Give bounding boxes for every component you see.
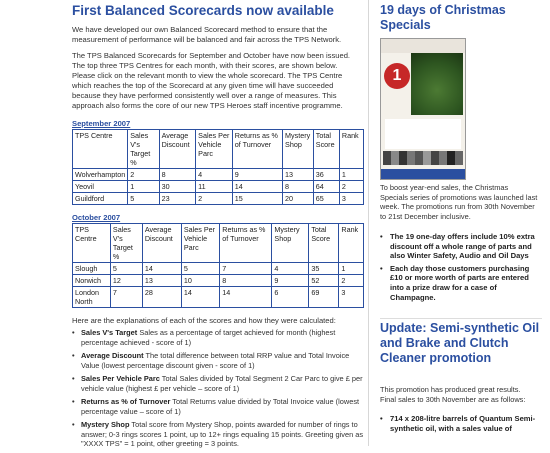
column-header: Mystery Shop [283, 130, 314, 169]
table-cell: 65 [313, 193, 339, 205]
list-item [72, 351, 364, 370]
table-cell: 2 [196, 193, 233, 205]
table-cell: Guildford [73, 193, 128, 205]
update-points [380, 414, 542, 436]
table-cell: 11 [196, 181, 233, 193]
column-header: Returns as % of Turnover [232, 130, 282, 169]
table-cell: 2 [339, 181, 363, 193]
column-header: Average Discount [159, 130, 196, 169]
term: Average Discount [81, 351, 144, 360]
column-header: Mystery Shop [272, 224, 309, 263]
column-header: TPS Centre [73, 130, 128, 169]
term: Mystery Shop [81, 420, 130, 429]
christmas-tree-image [411, 53, 463, 115]
table-cell: 7 [220, 263, 272, 275]
column-divider [368, 0, 369, 446]
table-row [73, 287, 364, 308]
table-cell: 1 [128, 181, 159, 193]
list-item [72, 397, 364, 416]
table-cell: 13 [142, 275, 181, 287]
bullet-icon: • [380, 232, 383, 241]
september-link[interactable]: September 2007 [72, 119, 131, 128]
page-title: First Balanced Scorecards now available [72, 3, 334, 18]
intro-paragraph-2: The TPS Balanced Scorecards for September and October have now been issued. The top three TPS Centres for each month, with their scores, are shown below. Please click on the relevant month to view the whole scorecard. The TPS Centre which reaches the top of the Scorecard at any given time will have succeeded because they have performed consistently well over a range of measures. This approach also forms the core of our new TPS Heroes staff incentive programme. [72, 51, 351, 110]
column-header: Rank [339, 224, 364, 263]
definition: The total difference between total RRP value and Total Invoice Value (lowest percentage discount given - score of 1) [81, 351, 350, 370]
table-cell: 12 [110, 275, 142, 287]
scorecard-table [72, 129, 364, 205]
oil-bottles-image [383, 151, 463, 165]
table-cell: 35 [309, 263, 339, 275]
bullet-icon: • [380, 414, 383, 423]
christmas-points [380, 232, 542, 305]
update-text: This promotion has produced great results. Final sales to 30th November are as follows: [380, 385, 526, 404]
promo-header [381, 39, 465, 53]
table-cell: 64 [313, 181, 339, 193]
definition: Total score from Mystery Shop, points awarded for number of rings to answer; 0-3 rings scores 1 point, up to 12+ rings equaling 15 points. Greeting given as "XXXX TPS" = 1 point, other greeting = 3 points. [81, 420, 364, 448]
sidebar-divider [380, 318, 542, 319]
table-cell: 4 [196, 169, 233, 181]
table-cell: 6 [272, 287, 309, 308]
sidebar [374, 0, 550, 433]
scorecard-table [72, 223, 364, 308]
table-cell: 23 [159, 193, 196, 205]
definition: Total Sales divided by Total Segment 2 Car Parc to give £ per vehicle value (highest £ per vehicle – score of 1) [81, 374, 363, 393]
table-cell: London North [73, 287, 111, 308]
table-cell: 4 [272, 263, 309, 275]
definition: Total Returns value divided by Total Invoice value (lowest percentage value – score of 1) [81, 397, 360, 416]
bullet-icon: • [72, 328, 75, 337]
definition: Sales as a percentage of target achieved for month (highest percentage achieved - score of 1) [81, 328, 336, 347]
list-item [72, 420, 364, 449]
table-cell: 2 [128, 169, 159, 181]
table-cell: Wolverhampton [73, 169, 128, 181]
bullet-icon: • [72, 420, 75, 429]
column-header: TPS Centre [73, 224, 111, 263]
table-cell: 7 [110, 287, 142, 308]
table-cell: 14 [181, 287, 219, 308]
explanations-intro: Here are the explanations of each of the scores and how they were calculated: [72, 316, 336, 325]
table-cell: 10 [181, 275, 219, 287]
table-cell: 5 [110, 263, 142, 275]
table-cell: 36 [313, 169, 339, 181]
table-cell: 8 [159, 169, 196, 181]
christmas-title: 19 days of Christmas Specials [380, 3, 506, 32]
table-cell: Slough [73, 263, 111, 275]
column-header: Sales Per Vehicle Parc [181, 224, 219, 263]
table-cell: 5 [181, 263, 219, 275]
table-cell: 9 [232, 169, 282, 181]
bullet-icon: • [380, 263, 383, 273]
christmas-promo-image[interactable] [380, 38, 466, 180]
column-header: Total Score [309, 224, 339, 263]
table-cell: 28 [142, 287, 181, 308]
table-cell: 8 [283, 181, 314, 193]
list-item: • The 19 one-day offers include 10% extra discount off a whole range of parts and also Winter Safety, Audio and Oil Days [380, 232, 535, 261]
bullet-icon: • [72, 374, 75, 383]
scorecard-october [72, 213, 364, 308]
table-cell: Yeovil [73, 181, 128, 193]
table-cell: 14 [232, 181, 282, 193]
table-cell: 2 [339, 275, 364, 287]
table-cell: 52 [309, 275, 339, 287]
table-cell: 69 [309, 287, 339, 308]
october-link[interactable]: October 2007 [72, 213, 121, 222]
bauble-icon: 1 [384, 63, 410, 89]
column-header: Returns as % of Turnover [220, 224, 272, 263]
term: Sales V's Target [81, 328, 138, 337]
table-row [73, 181, 364, 193]
term: Returns as % of Turnover [81, 397, 171, 406]
list-item [72, 328, 364, 347]
table-cell: 8 [220, 275, 272, 287]
bullet-icon: • [72, 397, 75, 406]
table-cell: 5 [128, 193, 159, 205]
promo-text-block [385, 119, 461, 149]
table-cell: 3 [339, 193, 363, 205]
table-cell: 9 [272, 275, 309, 287]
table-cell: 15 [232, 193, 282, 205]
table-cell: 20 [283, 193, 314, 205]
table-row [73, 275, 364, 287]
table-cell: 30 [159, 181, 196, 193]
table-cell: 1 [339, 263, 364, 275]
promo-footer [381, 169, 465, 179]
term: Sales Per Vehicle Parc [81, 374, 160, 383]
column-header: Sales Per Vehicle Parc [196, 130, 233, 169]
list-item [72, 374, 364, 393]
list-item: • Each day those customers purchasing £10 or more worth of parts are entered into a prize draw for a case of Champagne. [380, 263, 530, 302]
christmas-text: To boost year-end sales, the Christmas Specials series of promotions was launched last week. The promotions run from 30th November to 21st December inclusive. [380, 183, 538, 221]
column-header: Sales V's Target % [110, 224, 142, 263]
bullet-icon: • [72, 351, 75, 360]
table-header-row [73, 130, 364, 169]
explanations-list [72, 328, 364, 449]
table-row [73, 193, 364, 205]
table-cell: 1 [339, 169, 363, 181]
table-row [73, 169, 364, 181]
intro-paragraph-1: We have developed our own Balanced Scorecard method to ensure that the measurement of performance will be balanced and fair across the TPS Network. [72, 25, 342, 44]
table-cell: 14 [220, 287, 272, 308]
column-header: Sales V's Target % [128, 130, 159, 169]
column-header: Average Discount [142, 224, 181, 263]
table-header-row [73, 224, 364, 263]
table-row [73, 263, 364, 275]
table-cell: Norwich [73, 275, 111, 287]
table-cell: 14 [142, 263, 181, 275]
column-header: Rank [339, 130, 363, 169]
list-item: • 714 x 208-litre barrels of Quantum Semi-synthetic oil, with a sales value of [380, 414, 536, 433]
table-cell: 3 [339, 287, 364, 308]
column-header: Total Score [313, 130, 339, 169]
scorecard-september [72, 119, 364, 205]
table-cell: 13 [283, 169, 314, 181]
update-title: Update: Semi-synthetic Oil and Brake and Clutch Cleaner promotion [380, 321, 540, 365]
